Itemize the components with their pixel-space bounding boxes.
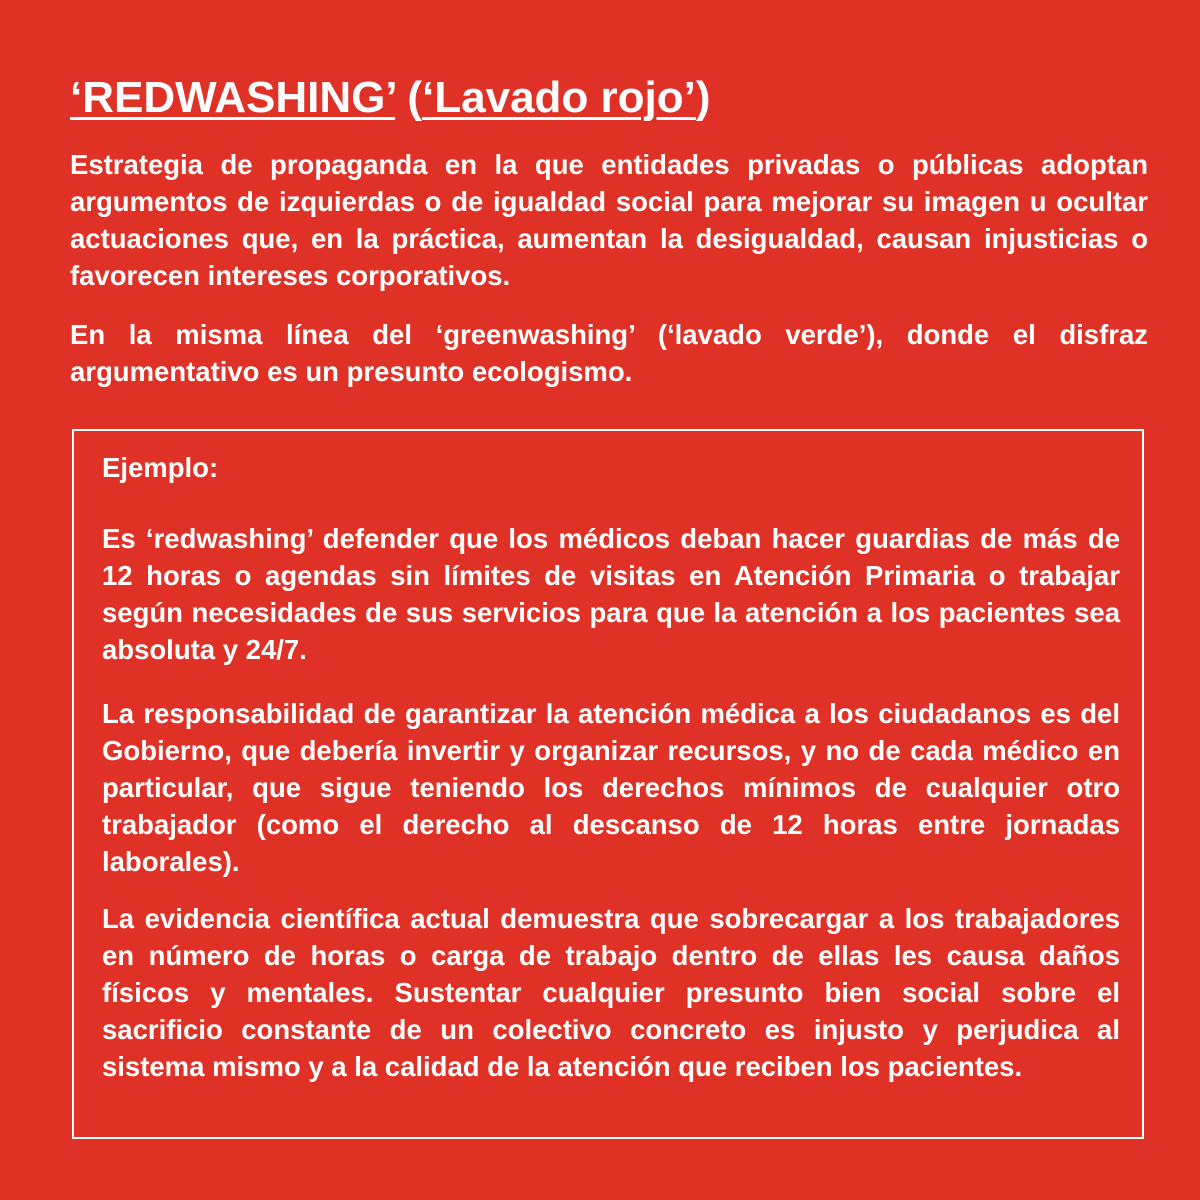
title-translation: ‘Lavado rojo’ xyxy=(422,73,696,122)
comparison-paragraph: En la misma línea del ‘greenwashing’ (‘lavado verde’), donde el disfraz argumentativo es un presunto ecologismo. xyxy=(70,319,1148,387)
page-title xyxy=(70,70,1130,126)
example-box xyxy=(72,429,1144,1139)
example-paragraph-2: La responsabilidad de garantizar la atención médica a los ciudadanos es del Gobierno, que debería invertir y organizar recursos, y no de cada médico en particular, que sigue teniendo los derechos mínimos de cualquier otro trabajador (como el derecho al descanso de 12 horas entre jornadas laborales). xyxy=(102,698,1120,877)
title-open-paren: ( xyxy=(395,73,423,122)
title-term: ‘REDWASHING’ xyxy=(70,73,396,122)
example-paragraph-1: Es ‘redwashing’ defender que los médicos deban hacer guardias de más de 12 horas o agendas sin límites de visitas en Atención Primaria o trabajar según necesidades de sus servicios para que la atención a los pacientes sea absoluta y 24/7. xyxy=(102,523,1120,665)
example-heading: Ejemplo: xyxy=(102,452,219,483)
definition-paragraph: Estrategia de propaganda en la que entidades privadas o públicas adoptan argumentos de izquierdas o de igualdad social para mejorar su imagen u ocultar actuaciones que, en la práctica, aumentan la desigualdad, causan injusticias o favorecen intereses corporativos. xyxy=(70,149,1148,291)
example-paragraph-3: La evidencia científica actual demuestra que sobrecargar a los trabajadores en número de horas o carga de trabajo dentro de ellas les causa daños físicos y mentales. Sustentar cualquier presunto bien social sobre el sacrificio constante de un colectivo concreto es injusto y perjudica al sistema mismo y a la calidad de la atención que reciben los pacientes. xyxy=(102,903,1120,1082)
title-close-paren: ) xyxy=(695,73,711,122)
